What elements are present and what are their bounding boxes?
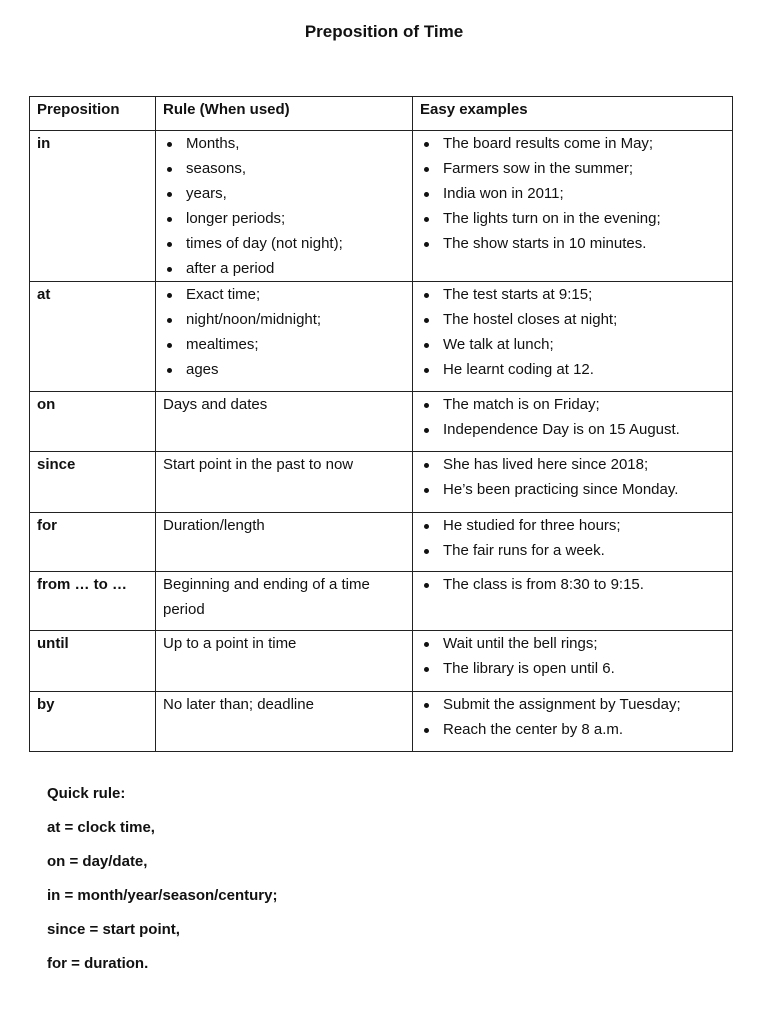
example-item: He’s been practicing since Monday. xyxy=(420,477,726,502)
rule-item: ages xyxy=(163,357,406,382)
quick-rule-section xyxy=(47,782,278,986)
example-item: She has lived here since 2018; xyxy=(420,452,726,477)
rule-cell xyxy=(156,282,413,392)
quick-rule-line: since = start point, xyxy=(47,921,180,938)
rule-item: years, xyxy=(163,181,406,206)
example-item: Independence Day is on 15 August. xyxy=(420,417,726,442)
table-row xyxy=(30,131,733,282)
rule-item: after a period xyxy=(163,256,406,281)
rule-cell xyxy=(156,513,413,572)
rule-text: Days and dates xyxy=(163,396,268,413)
example-item: Submit the assignment by Tuesday; xyxy=(420,692,726,717)
examples-cell xyxy=(413,282,733,392)
quick-rule-line: at = clock time, xyxy=(47,819,155,836)
quick-rule-lines xyxy=(47,816,278,986)
examples-list xyxy=(420,392,726,442)
rule-text: Start point in the past to now xyxy=(163,456,354,473)
rule-cell xyxy=(156,631,413,692)
example-item: Wait until the bell rings; xyxy=(420,631,726,656)
rule-cell xyxy=(156,392,413,452)
rule-item: times of day (not night); xyxy=(163,231,406,256)
quick-rule-line: for = duration. xyxy=(47,955,149,972)
rule-item: seasons, xyxy=(163,156,406,181)
rule-list xyxy=(163,131,406,281)
table-row xyxy=(30,452,733,513)
examples-list xyxy=(420,452,726,502)
examples-cell xyxy=(413,572,733,631)
rule-item: Months, xyxy=(163,131,406,156)
rule-item: night/noon/midnight; xyxy=(163,307,406,332)
preposition-cell: on xyxy=(30,392,156,452)
example-item: The test starts at 9:15; xyxy=(420,282,726,307)
example-item: Farmers sow in the summer; xyxy=(420,156,726,181)
rule-cell xyxy=(156,452,413,513)
example-item: Reach the center by 8 a.m. xyxy=(420,717,726,742)
examples-cell xyxy=(413,452,733,513)
rule-cell xyxy=(156,572,413,631)
examples-cell xyxy=(413,392,733,452)
example-item: We talk at lunch; xyxy=(420,332,726,357)
preposition-table xyxy=(29,96,733,752)
page-title: Preposition of Time xyxy=(304,22,464,41)
rule-text: No later than; deadline xyxy=(163,696,314,713)
rule-text: Up to a point in time xyxy=(163,635,297,652)
preposition-cell: in xyxy=(30,131,156,282)
example-item: He learnt coding at 12. xyxy=(420,357,726,382)
quick-rule-line: in = month/year/season/century; xyxy=(47,887,278,904)
table-row xyxy=(30,692,733,752)
example-item: The match is on Friday; xyxy=(420,392,726,417)
preposition-cell: from … to … xyxy=(30,572,156,631)
table-body xyxy=(30,131,733,752)
preposition-cell: for xyxy=(30,513,156,572)
example-item: The hostel closes at night; xyxy=(420,307,726,332)
quick-rule-line: on = day/date, xyxy=(47,853,148,870)
example-item: The board results come in May; xyxy=(420,131,726,156)
examples-list xyxy=(420,692,726,742)
rule-item: mealtimes; xyxy=(163,332,406,357)
quick-rule-heading: Quick rule: xyxy=(47,785,126,802)
header-rule: Rule (When used) xyxy=(156,97,413,131)
table-row xyxy=(30,631,733,692)
example-item: The lights turn on in the evening; xyxy=(420,206,726,231)
examples-list xyxy=(420,572,726,597)
rule-cell xyxy=(156,131,413,282)
example-item: The library is open until 6. xyxy=(420,656,726,681)
example-item: The class is from 8:30 to 9:15. xyxy=(420,572,726,597)
examples-cell xyxy=(413,631,733,692)
example-item: The show starts in 10 minutes. xyxy=(420,231,726,256)
table-row xyxy=(30,513,733,572)
preposition-cell: since xyxy=(30,452,156,513)
rule-text: Beginning and ending of a time period xyxy=(163,576,370,618)
examples-cell xyxy=(413,692,733,752)
examples-list xyxy=(420,513,726,563)
example-item: He studied for three hours; xyxy=(420,513,726,538)
table-header-row xyxy=(30,97,733,131)
examples-cell xyxy=(413,131,733,282)
rule-cell xyxy=(156,692,413,752)
table-row xyxy=(30,392,733,452)
rule-list xyxy=(163,282,406,382)
example-item: India won in 2011; xyxy=(420,181,726,206)
table-row xyxy=(30,572,733,631)
preposition-cell: at xyxy=(30,282,156,392)
examples-cell xyxy=(413,513,733,572)
examples-list xyxy=(420,631,726,681)
header-examples: Easy examples xyxy=(413,97,733,131)
header-preposition: Preposition xyxy=(30,97,156,131)
preposition-cell: by xyxy=(30,692,156,752)
examples-list xyxy=(420,131,726,256)
example-item: The fair runs for a week. xyxy=(420,538,726,563)
table-row xyxy=(30,282,733,392)
preposition-cell: until xyxy=(30,631,156,692)
rule-text: Duration/length xyxy=(163,517,265,534)
rule-item: longer periods; xyxy=(163,206,406,231)
examples-list xyxy=(420,282,726,382)
rule-item: Exact time; xyxy=(163,282,406,307)
